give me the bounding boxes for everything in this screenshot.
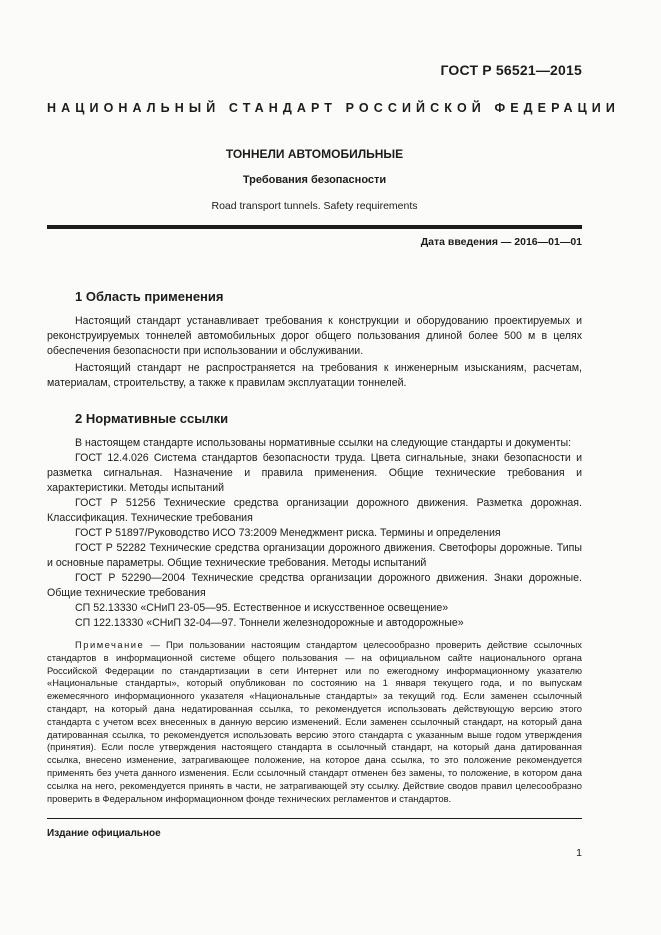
- section-1-paragraph: Настоящий стандарт устанавливает требования к конструкции и оборудованию проектируемых и реконструируемых тоннелей автомобильных дорог общего пользования длиной более 500 м в целях обеспечения безопасности при использовании и обслуживании.: [47, 315, 582, 357]
- note-paragraph: [47, 639, 582, 805]
- reference-item: ГОСТ Р 51897/Руководство ИСО 73:2009 Менеджмент риска. Термины и определения: [75, 527, 501, 539]
- section-2-heading: 2 Нормативные ссылки: [75, 411, 229, 426]
- document-body: [47, 289, 582, 805]
- section-1-heading: 1 Область применения: [75, 289, 224, 304]
- reference-item: ГОСТ 12.4.026 Система стандартов безопасности труда. Цвета сигнальные, знаки безопасности и разметка сигнальная. Назначение и правила применения. Общие технические требования и характеристики. Методы испытаний: [47, 452, 582, 494]
- note-label: Примечание: [75, 639, 145, 650]
- reference-item: СП 122.13330 «СНиП 32-04—97. Тоннели железнодорожные и автодорожные»: [75, 617, 464, 629]
- page-number: 1: [576, 847, 582, 859]
- document-subtitle: Требования безопасности: [242, 174, 387, 186]
- section-2-intro: В настоящем стандарте использованы нормативные ссылки на следующие стандарты и документы:: [75, 437, 572, 449]
- official-edition-label: Издание официальное: [47, 828, 161, 839]
- reference-item: ГОСТ Р 52282 Технические средства организации дорожного движения. Светофоры дорожные. Типы и основные параметры. Общие технические требования. Методы испытаний: [47, 542, 582, 569]
- reference-item: ГОСТ Р 52290—2004 Технические средства организации дорожного движения. Знаки дорожные. Общие технические требования: [47, 572, 582, 599]
- reference-item: ГОСТ Р 51256 Технические средства организации дорожного движения. Разметка дорожная. Классификация. Технические требования: [47, 497, 582, 524]
- national-standard-banner: НАЦИОНАЛЬНЫЙ СТАНДАРТ РОССИЙСКОЙ ФЕДЕРАЦИИ: [47, 101, 620, 115]
- note-text: — При пользовании настоящим стандартом целесообразно проверить действие ссылочных стандартов в информационной системе общего пользования — на официальном сайте национального органа Российской Федерации по стандартизации в сети Интернет или по ежегодному информационному указателю «Национальные стандарты», который опубликован по состоянию на 1 января текущего года, и по выпускам ежемесячного информационного указателя «Национальные стандарты» за текущий год. Если заменен ссылочный стандарт, на который дана недатированная ссылка, то рекомендуется использовать действующую версию этого стандарта с учетом всех внесенных в данную версию изменений. Если заменен ссылочный стандарт, на который дана датированная ссылка, то рекомендуется использовать версию этого стандарта с указанным выше годом утверждения (принятия). Если после утверждения настоящего стандарта в ссылочный стандарт, на который дана датированная ссылка, внесено изменение, затрагивающее положение, на которое дана ссылка, то это положение рекомендуется применять без учета данного изменения. Если ссылочный стандарт отменен без замены, то положение, в котором дана ссылка на него, рекомендуется принять в части, не затрагивающей эту ссылку. Действие сводов правил целесообразно проверить в Федеральном информационном фонде технических регламентов и стандартов.: [47, 639, 582, 804]
- document-title: ТОННЕЛИ АВТОМОБИЛЬНЫЕ: [225, 147, 404, 161]
- english-title: Road transport tunnels. Safety requirements: [211, 200, 418, 212]
- standard-code: ГОСТ Р 56521—2015: [440, 62, 582, 78]
- title-divider: [47, 225, 582, 229]
- section-1-paragraph: Настоящий стандарт не распространяется на требования к инженерным изысканиям, расчетам, материалам, строительству, а также к правилам эксплуатации тоннелей.: [47, 362, 582, 389]
- reference-item: СП 52.13330 «СНиП 23-05—95. Естественное и искусственное освещение»: [75, 602, 449, 614]
- footer-divider: [47, 818, 582, 819]
- introduction-date: Дата введения — 2016—01—01: [420, 236, 582, 248]
